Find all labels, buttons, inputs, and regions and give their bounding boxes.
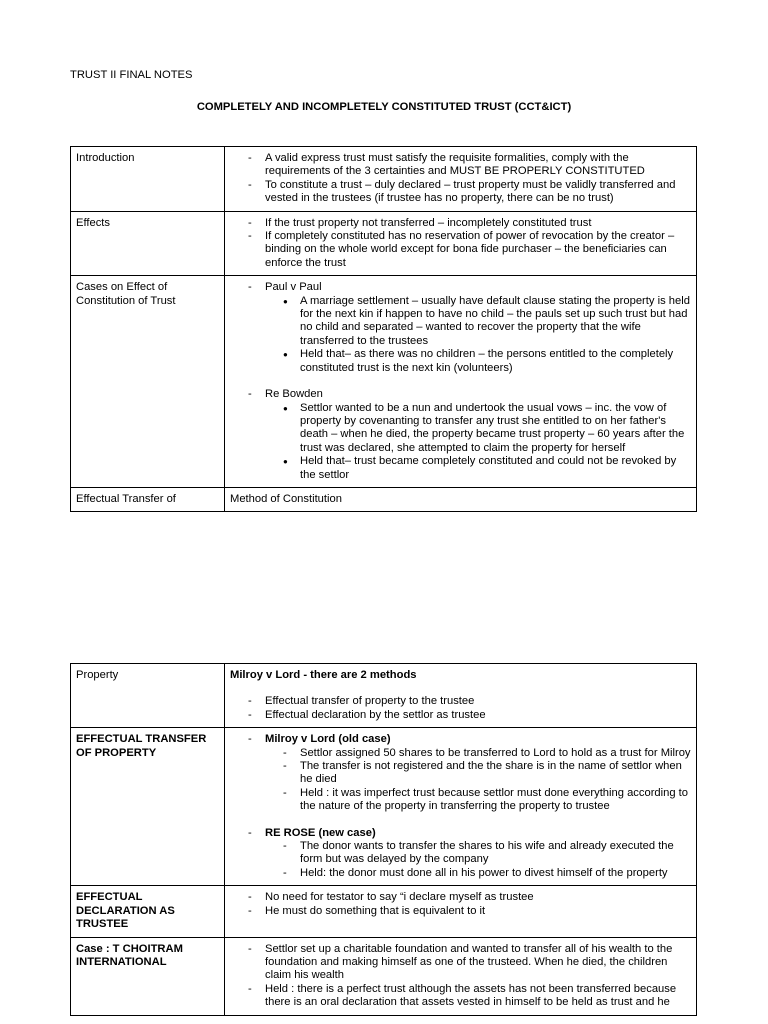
list-item: - Settlor set up a charitable foundation and wanted to transfer all of his wealth to the foundation and making himself as one of the trusteed. When he died, the children claim his wealth: [248, 943, 691, 983]
list-item: - Held: the donor must done all in his power to divest himself of the property: [283, 867, 691, 880]
row-content: [225, 276, 697, 488]
row-label: Property: [71, 664, 225, 728]
list-item: - Held : it was imperfect trust because settlor must done everything according to the nature of the property in transferring the property to trustee: [283, 787, 691, 814]
list-item: [248, 827, 691, 881]
list-item: ● A marriage settlement – usually have default clause stating the property is held for the next kin if happen to have no child – the pauls set up such trust but had no child and separated – wanted to recover the property that the wife transferred to the trustees: [283, 295, 691, 349]
table-row: [71, 211, 697, 276]
table-row: [71, 937, 697, 1015]
list-item: ● Held that– as there was no children – the persons entitled to the completely constituted trust is the next kin (volunteers): [283, 348, 691, 375]
table-row: [71, 664, 697, 728]
row-content: [225, 664, 697, 728]
list-item: - The donor wants to transfer the shares to his wife and already executed the form but was delayed by the company: [283, 840, 691, 867]
list-item: - Held : there is a perfect trust although the assets has not been transferred because there is an oral declaration that assets vested in himself to be held as trust and he: [248, 983, 691, 1010]
row-label: Effectual Transfer of: [71, 487, 225, 511]
section-heading: COMPLETELY AND INCOMPLETELY CONSTITUTED TRUST (CCT&ICT): [196, 101, 572, 113]
row-content: [225, 211, 697, 276]
list-item: - If the trust property not transferred – incompletely constituted trust: [248, 217, 691, 230]
list-item: [248, 388, 691, 482]
table-row: [71, 886, 697, 937]
table-row: [71, 276, 697, 488]
table-row: [71, 728, 697, 886]
row-content: [225, 728, 697, 886]
list-item: - A valid express trust must satisfy the requisite formalities, comply with the requirements of the 3 certainties and MUST BE PROPERLY CONSTITUTED: [248, 152, 691, 179]
row-label: Introduction: [71, 147, 225, 212]
row-content: [225, 886, 697, 937]
case-name: Paul v Paul: [265, 281, 322, 294]
list-item: - Settlor assigned 50 shares to be transferred to Lord to hold as a trust for Milroy: [283, 747, 691, 760]
list-item: ● Settlor wanted to be a nun and undertook the usual vows – inc. the vow of property by covenanting to transfer any trust she entitled to on her father's death – when he died, the property became trust property – 60 years after the trust was declared, she attempted to claim the property for herself: [283, 402, 691, 456]
row-label: Effects: [71, 211, 225, 276]
list-item: - He must do something that is equivalent to it: [248, 905, 691, 918]
list-item: [248, 733, 691, 813]
row-title: Milroy v Lord - there are 2 methods: [230, 669, 417, 681]
row-content: Method of Constitution: [225, 487, 697, 511]
row-label: Case : T CHOITRAM INTERNATIONAL: [71, 937, 225, 1015]
row-content: [225, 147, 697, 212]
list-item: - Effectual transfer of property to the trustee: [248, 695, 691, 708]
row-label: EFFECTUAL TRANSFER OF PROPERTY: [71, 728, 225, 886]
notes-table-2: [70, 663, 697, 1016]
list-item: - To constitute a trust – duly declared – trust property must be validly transferred and vested in the trustees (if trustee has no property, there can be no trust): [248, 179, 691, 206]
list-item: - The transfer is not registered and the the share is in the name of settlor when he died: [283, 760, 691, 787]
document-title: TRUST II FINAL NOTES: [70, 69, 193, 81]
row-label: EFFECTUAL DECLARATION AS TRUSTEE: [71, 886, 225, 937]
table-row: [71, 487, 697, 511]
list-item: ● Held that– trust became completely constituted and could not be revoked by the settlor: [283, 455, 691, 482]
table-row: [71, 147, 697, 212]
list-item: - Effectual declaration by the settlor as trustee: [248, 709, 691, 722]
list-item: - If completely constituted has no reservation of power of revocation by the creator – binding on the whole world except for bona fide purchaser – the beneficiaries can enforce the trust: [248, 230, 691, 270]
list-item: - No need for testator to say “i declare myself as trustee: [248, 891, 691, 904]
case-name: RE ROSE (new case): [265, 826, 376, 839]
case-name: Re Bowden: [265, 388, 323, 401]
row-label: Cases on Effect of Constitution of Trust: [71, 276, 225, 488]
list-item: [248, 281, 691, 375]
case-name: Milroy v Lord (old case): [265, 733, 391, 746]
row-content: [225, 937, 697, 1015]
notes-table-1: [70, 146, 697, 512]
